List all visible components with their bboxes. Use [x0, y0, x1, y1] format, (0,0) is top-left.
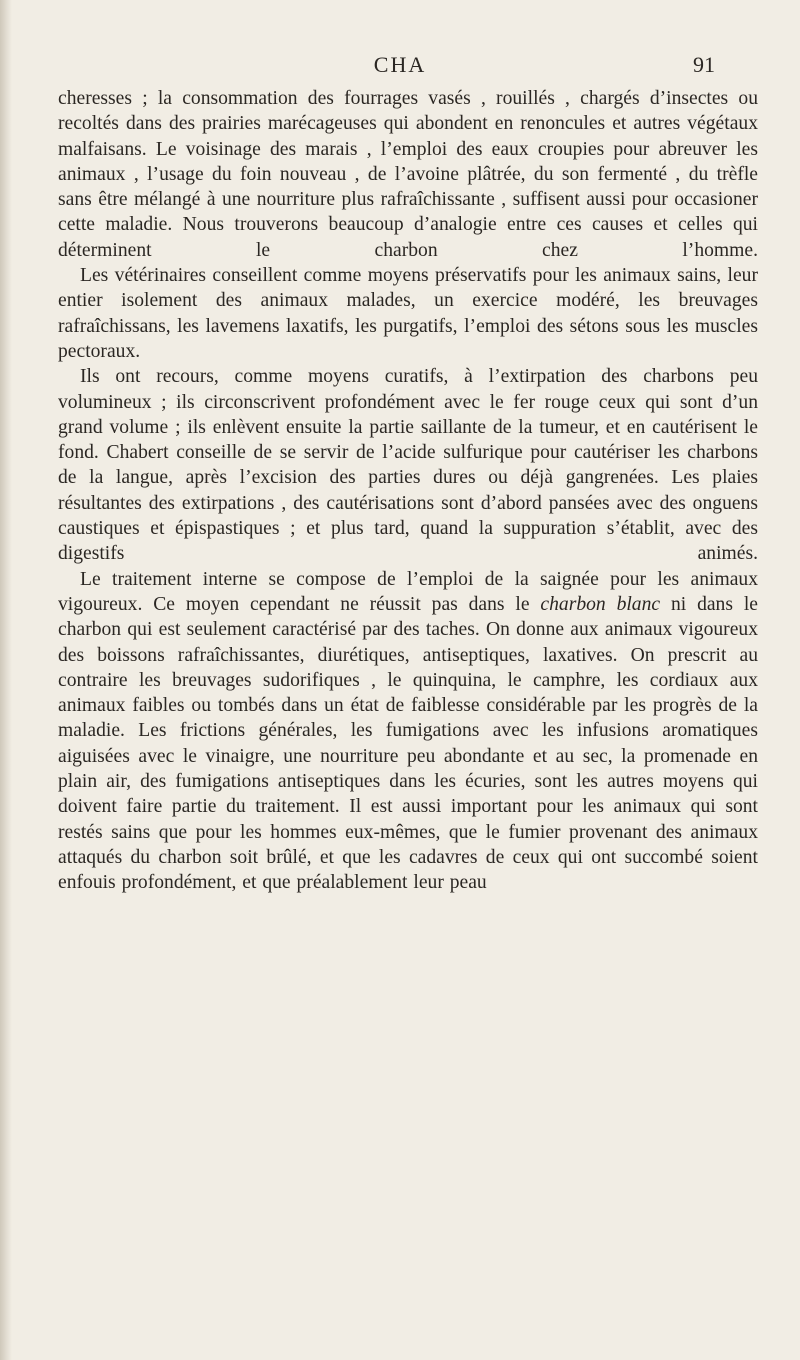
paragraph	[58, 86, 758, 263]
paragraph	[58, 263, 758, 364]
book-gutter	[0, 0, 12, 1360]
paragraph	[58, 567, 758, 896]
page-number: 91	[693, 52, 715, 77]
text-run: ni dans le charbon qui est seulement caractérisé par des taches. On donne aux animaux vigoureux des boissons rafraîchissantes, diurétiques, antiseptiques, laxatives. On prescrit au contraire les breuvages sudorifiques , le quinquina, le camphre, les cordiaux aux animaux faibles ou tombés dans un état de faiblesse considérable par les progrès de la maladie. Les frictions générales, les fumigations avec les infusions aromatiques aiguisées avec le vinaigre, une nourriture peu abondante et au sec, la promenade en plain air, des fumigations antiseptiques dans les écuries, sont les autres moyens qui doivent faire partie du traitement. Il est aussi important pour les animaux qui sont restés sains que pour les hommes eux-mêmes, que le fumier provenant des animaux attaqués du charbon soit brûlé, et que les cadavres de ceux qui ont succombé soient enfouis profondément, et que préalablement leur peau	[58, 593, 758, 894]
body-text	[58, 86, 758, 896]
running-head: CHA	[373, 52, 427, 77]
text-run: Le traitement interne se compose de l’emploi de la saignée pour les animaux vigoureux. Ce moyen cependant ne réussit pas dans le	[58, 568, 758, 615]
text-run: Ils ont recours, comme moyens curatifs, à l’extirpation des charbons peu volumineux ; ils circonscrivent profondément avec le fer rouge ceux qui sont d’un grand volume ; ils enlèvent ensuite la partie saillante de la tumeur, et en cautérisent le fond. Chabert conseille de se servir de l’acide sulfurique pour cautériser les charbons de la langue, après l’excision des parties dures ou déjà gangrenées. Les plaies résultantes des extirpations , des cautérisations sont d’abord pansées avec des onguens caustiques et épispastiques ; et plus tard, quand la suppuration s’établit, avec des digestifs animés.	[58, 366, 758, 565]
italic-term: charbon blanc	[540, 593, 661, 615]
paragraph	[58, 364, 758, 566]
text-run: Les vétérinaires conseillent comme moyens préservatifs pour les animaux sains, leur entier isolement des animaux malades, un exercice modéré, les breuvages rafraîchissans, les lavemens laxatifs, les purgatifs, l’emploi des sétons sous les muscles pectoraux.	[58, 265, 758, 362]
text-run: cheresses ; la consommation des fourrages vasés , rouillés , chargés d’insectes ou recoltés dans des prairies marécageuses qui abondent en renoncules et autres végétaux malfaisans. Le voisinage des marais , l’emploi des eaux croupies pour abreuver les animaux , l’usage du foin nouveau , de l’avoine plâtrée, du son fermenté , du trèfle sans être mélangé à une nourriture plus rafraîchissante , suffisent aussi pour occasioner cette maladie. Nous trouverons beaucoup d’analogie entre ces causes et celles qui déterminent le charbon chez l’homme.	[58, 88, 758, 261]
